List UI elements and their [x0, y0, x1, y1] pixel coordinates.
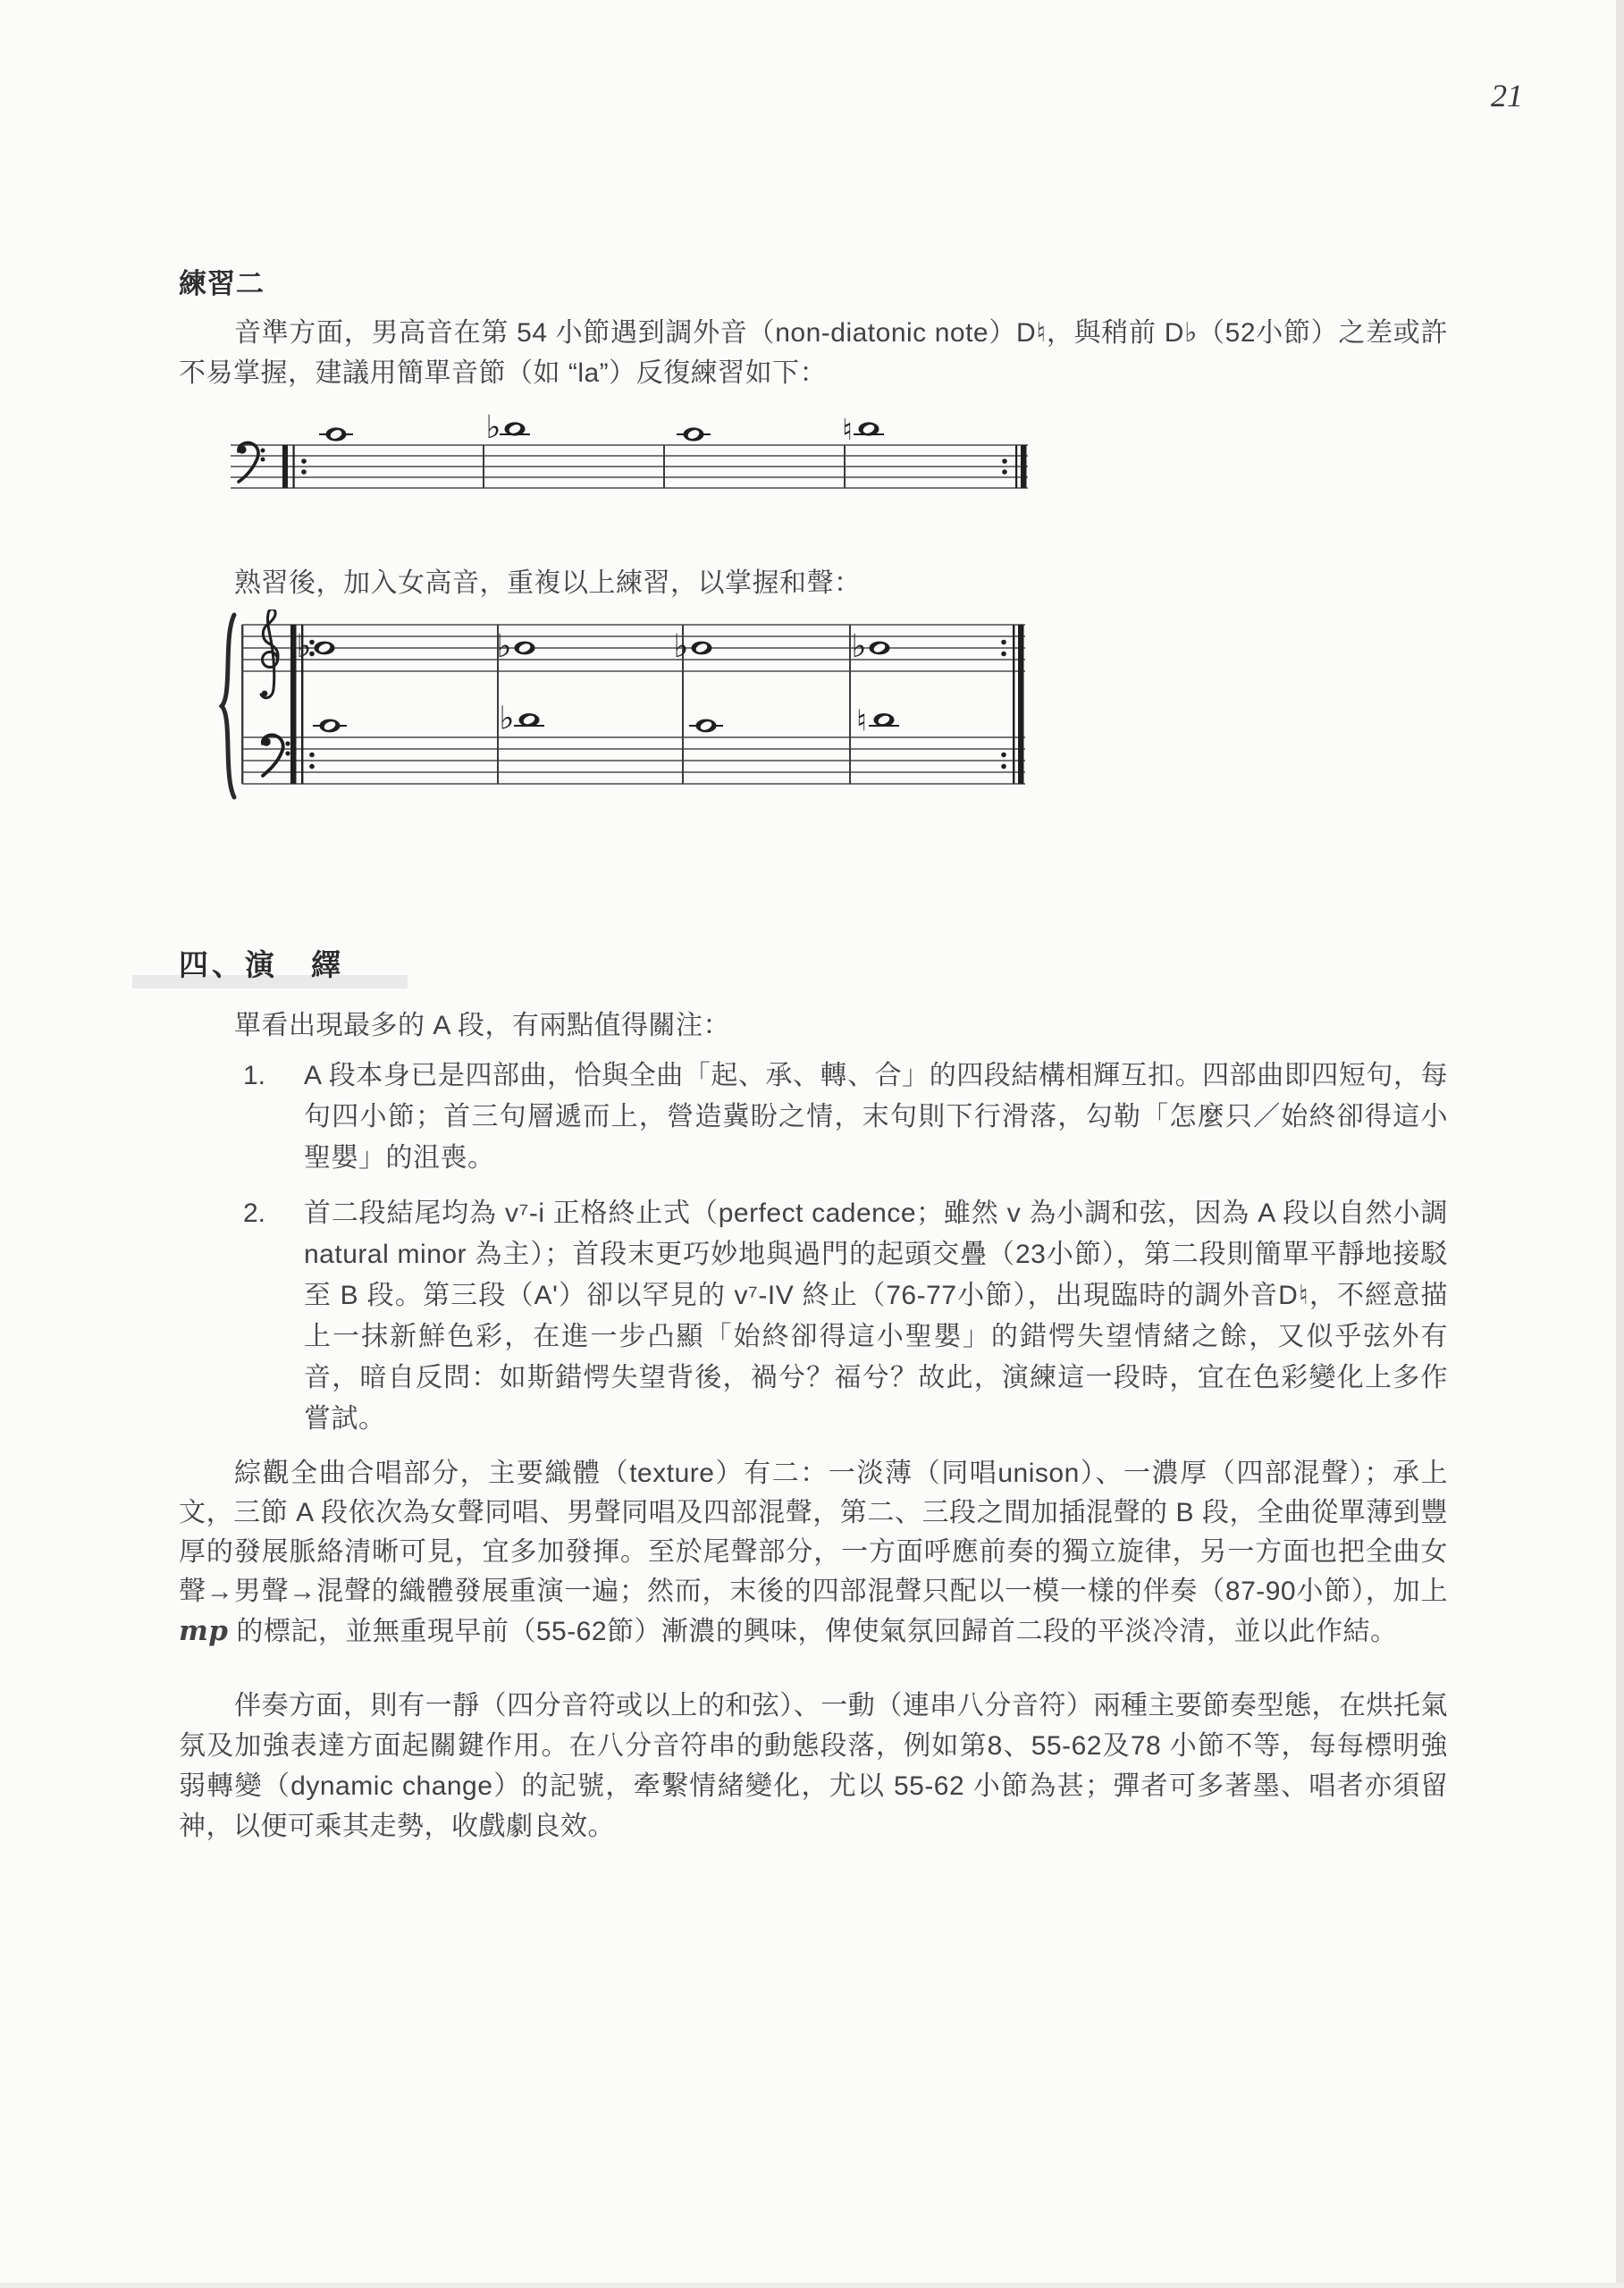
exercise-heading: 練習二 [179, 268, 265, 299]
flat-icon: ♭ [499, 700, 515, 737]
list-item-text: A 段本身已是四部曲，恰與全曲「起、承、轉、合」的四段結構相輝互扣。四部曲即四短句，每句四小節；首三句層遞而上，營造冀盼之情，末句則下行滑落，勾勒「怎麼只／始終卻得這小聖嬰」的沮喪。 [304, 1061, 1448, 1173]
dynamic-marking: mp [179, 1615, 229, 1647]
grand-staff-exercise [219, 610, 1068, 820]
list-item-text: 首二段結尾均為 v⁷-i 正格終止式（perfect cadence；雖然 v 為小調和弦，因為 A 段以自然小調 natural minor 為主）；首段末更巧妙地與過門的起頭交疊（23小節），第二段則簡單平靜地接駁至 B 段。第三段（A'）卻以罕見的 v⁷-IV 終止（76-77小節），出現臨時的調外音D♮，不經意描上一抹新鮮色彩，在進一步凸顯「始終卻得這小聖嬰」的錯愕失望情緒之餘，又似乎弦外有音，暗自反問：如斯錯愕失望背後，禍兮？福兮？故此，演練這一段時，宜在色彩變化上多作嘗試。 [304, 1199, 1448, 1434]
whole-note-c [677, 427, 711, 441]
harmony-intro-paragraph: 熟習後，加入女高音，重複以上練習，以掌握和聲： [234, 568, 862, 598]
staff-lines [231, 445, 1028, 488]
treble-clef-icon [261, 610, 278, 698]
scan-edge-right [1616, 0, 1624, 2288]
bass-staff-exercise [223, 404, 1041, 509]
scan-edge-bottom [0, 2283, 1624, 2288]
bass-whole-note-c [689, 719, 723, 733]
pitch-intro-paragraph: 音準方面，男高音在第 54 小節遇到調外音（non-diatonic note）D♮，與稍前 D♭（52小節）之差或許不易掌握，建議用簡單音節（如 “la”）反復練習如下： [179, 318, 1448, 388]
accompaniment-paragraph: 伴奏方面，則有一靜（四分音符或以上的和弦）、一動（連串八分音符）兩種主要節奏型態，在烘托氣氛及加強表達方面起關鍵作用。在八分音符串的動態段落，例如第8、55-62及78 小節不等，每每標明強弱轉變（dynamic change）的記號，牽繫情緒變化，尤以 55-62 小節為甚；彈者可多著墨、唱者亦須留神，以便可乘其走勢，收戲劇良效。 [179, 1691, 1448, 1841]
bass-staff-lines [242, 737, 1025, 784]
whole-note-d-flat [486, 409, 530, 446]
natural-icon: ♮ [856, 702, 867, 738]
text-segment: 綜觀全曲合唱部分，主要織體（texture）有二：一淡薄（同唱unison）、一濃厚（四部混聲）；承上文，三節 A 段依次為女聲同唱、男聲同唱及四部混聲，第二、三段之間加插混聲的 B 段，全曲從單薄到豐厚的發展脈絡清晰可見，宜多加發揮。至於尾聲部分，一方面呼應前奏的獨立旋律，另一方面也把全曲女聲→男聲→混聲的織體發展重演一遍；然而，末後的四部混聲只配以一模一樣的伴奏（87-90小節），加上 [179, 1459, 1448, 1606]
bass-clef-icon [238, 442, 265, 482]
flat-icon: ♭ [851, 628, 867, 665]
brace-icon [222, 615, 234, 797]
natural-icon: ♮ [842, 412, 853, 447]
bass-whole-note-c [313, 719, 347, 733]
flat-icon: ♭ [296, 628, 312, 665]
texture-paragraph [179, 1454, 1448, 1652]
list-item-1 [243, 1056, 1448, 1179]
bass-whole-note-d-natural [856, 703, 899, 738]
whole-note-d-natural [842, 412, 884, 447]
treble-staff-lines [242, 625, 1025, 671]
flat-icon: ♭ [496, 628, 512, 665]
section-intro-paragraph: 單看出現最多的 A 段，有兩點值得關注： [234, 1011, 731, 1040]
section-heading: 四、演 繹 [179, 948, 344, 981]
bass-clef-icon [262, 735, 290, 776]
flat-icon: ♭ [485, 409, 501, 446]
list-item-number: 1. [243, 1061, 266, 1090]
flat-icon: ♭ [673, 628, 689, 665]
list-item-number: 2. [243, 1199, 266, 1228]
page-number: 21 [1491, 78, 1523, 114]
whole-note-c [319, 427, 353, 441]
text-segment: 的標記，並無重現早前（55-62節）漸濃的興味，俾使氣氛回歸首二段的平淡冷清，並以此作結。 [228, 1617, 1398, 1646]
list-item-2 [243, 1193, 1448, 1440]
bass-whole-note-d-flat [500, 701, 544, 737]
